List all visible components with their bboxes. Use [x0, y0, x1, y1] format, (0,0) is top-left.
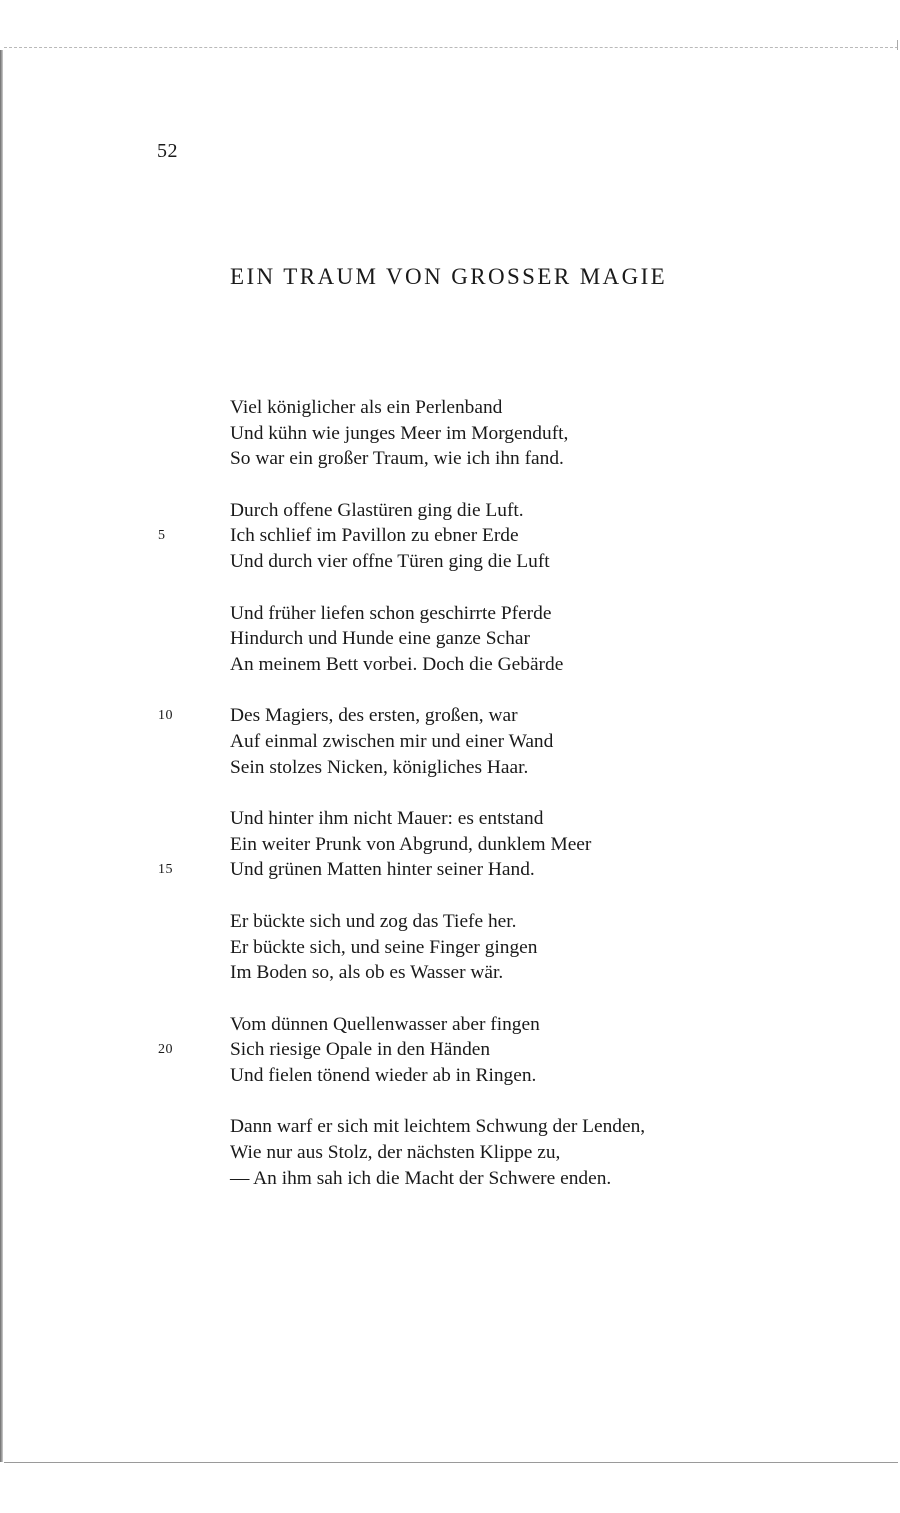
- verse-line: [230, 1114, 850, 1140]
- verse-line: [230, 729, 850, 755]
- verse-line: [230, 1140, 850, 1166]
- scan-edge-top: [4, 47, 898, 48]
- line-number: 5: [158, 528, 166, 544]
- stanza: [230, 395, 850, 472]
- verse-line: [230, 909, 850, 935]
- verse-text: Er bückte sich, und seine Finger gingen: [230, 936, 538, 958]
- verse-line: [230, 960, 850, 986]
- verse-text: Sein stolzes Nicken, königliches Haar.: [230, 756, 529, 778]
- stanza: [158, 498, 850, 575]
- verse-line: [230, 549, 850, 575]
- scan-edge-right-mark: [897, 40, 898, 50]
- verse-line: [230, 1012, 850, 1038]
- verse-line: [230, 421, 850, 447]
- stanza: [158, 1012, 850, 1089]
- verse-line: [230, 806, 850, 832]
- verse-text: Und durch vier offne Türen ging die Luft: [230, 550, 550, 572]
- poem-body: [158, 395, 850, 1217]
- verse-line: [158, 703, 850, 729]
- line-number: 15: [158, 862, 173, 878]
- verse-text: Und hinter ihm nicht Mauer: es entstand: [230, 808, 544, 830]
- page-number: 52: [157, 140, 178, 162]
- verse-line: [230, 395, 850, 421]
- verse-text: Viel königlicher als ein Perlenband: [230, 397, 503, 418]
- stanza: [158, 703, 850, 780]
- verse-text: An meinem Bett vorbei. Doch die Gebärde: [230, 653, 564, 675]
- verse-text: So war ein großer Traum, wie ich ihn fand.: [230, 448, 564, 470]
- verse-text: Hindurch und Hunde eine ganze Schar: [230, 628, 530, 650]
- verse-line: [230, 601, 850, 627]
- verse-text: Und grünen Matten hinter seiner Hand.: [230, 859, 535, 881]
- verse-text: Dann warf er sich mit leichtem Schwung der Lenden,: [230, 1116, 646, 1138]
- stanza: [158, 806, 850, 883]
- verse-text: Des Magiers, des ersten, großen, war: [230, 705, 518, 727]
- verse-line: [230, 626, 850, 652]
- stanza: [230, 601, 850, 678]
- poem-title: EIN TRAUM VON GROSSER MAGIE: [230, 264, 668, 289]
- verse-line: [230, 1166, 850, 1192]
- verse-line: [158, 523, 850, 549]
- verse-line: [230, 1063, 850, 1089]
- verse-text: Ein weiter Prunk von Abgrund, dunklem Meer: [230, 833, 592, 855]
- line-number: 10: [158, 708, 173, 724]
- verse-text: Im Boden so, als ob es Wasser wär.: [230, 962, 504, 984]
- scan-edge-bottom: [4, 1462, 898, 1463]
- verse-line: [230, 832, 850, 858]
- verse-text: Ich schlief im Pavillon zu ebner Erde: [230, 525, 519, 547]
- verse-line: [230, 498, 850, 524]
- verse-text: Und früher liefen schon geschirrte Pferde: [230, 602, 552, 624]
- verse-text: — An ihm sah ich die Macht der Schwere enden.: [230, 1167, 612, 1189]
- stanza: [230, 1114, 850, 1191]
- verse-text: Wie nur aus Stolz, der nächsten Klippe zu,: [230, 1142, 561, 1164]
- verse-text: Er bückte sich und zog das Tiefe her.: [230, 910, 517, 932]
- verse-text: Durch offene Glastüren ging die Luft.: [230, 499, 524, 521]
- verse-text: Und fielen tönend wieder ab in Ringen.: [230, 1064, 537, 1086]
- scan-edge-left: [0, 50, 3, 1462]
- verse-text: Sich riesige Opale in den Händen: [230, 1039, 491, 1061]
- verse-line: [230, 652, 850, 678]
- verse-line: [230, 935, 850, 961]
- verse-line: [158, 1037, 850, 1063]
- verse-text: Und kühn wie junges Meer im Morgenduft,: [230, 422, 569, 444]
- line-number: 20: [158, 1042, 173, 1058]
- verse-line: [230, 755, 850, 781]
- verse-text: Vom dünnen Quellenwasser aber fingen: [230, 1013, 540, 1035]
- stanza: [230, 909, 850, 986]
- verse-text: Auf einmal zwischen mir und einer Wand: [230, 730, 554, 752]
- verse-line: [230, 446, 850, 472]
- verse-line: [158, 857, 850, 883]
